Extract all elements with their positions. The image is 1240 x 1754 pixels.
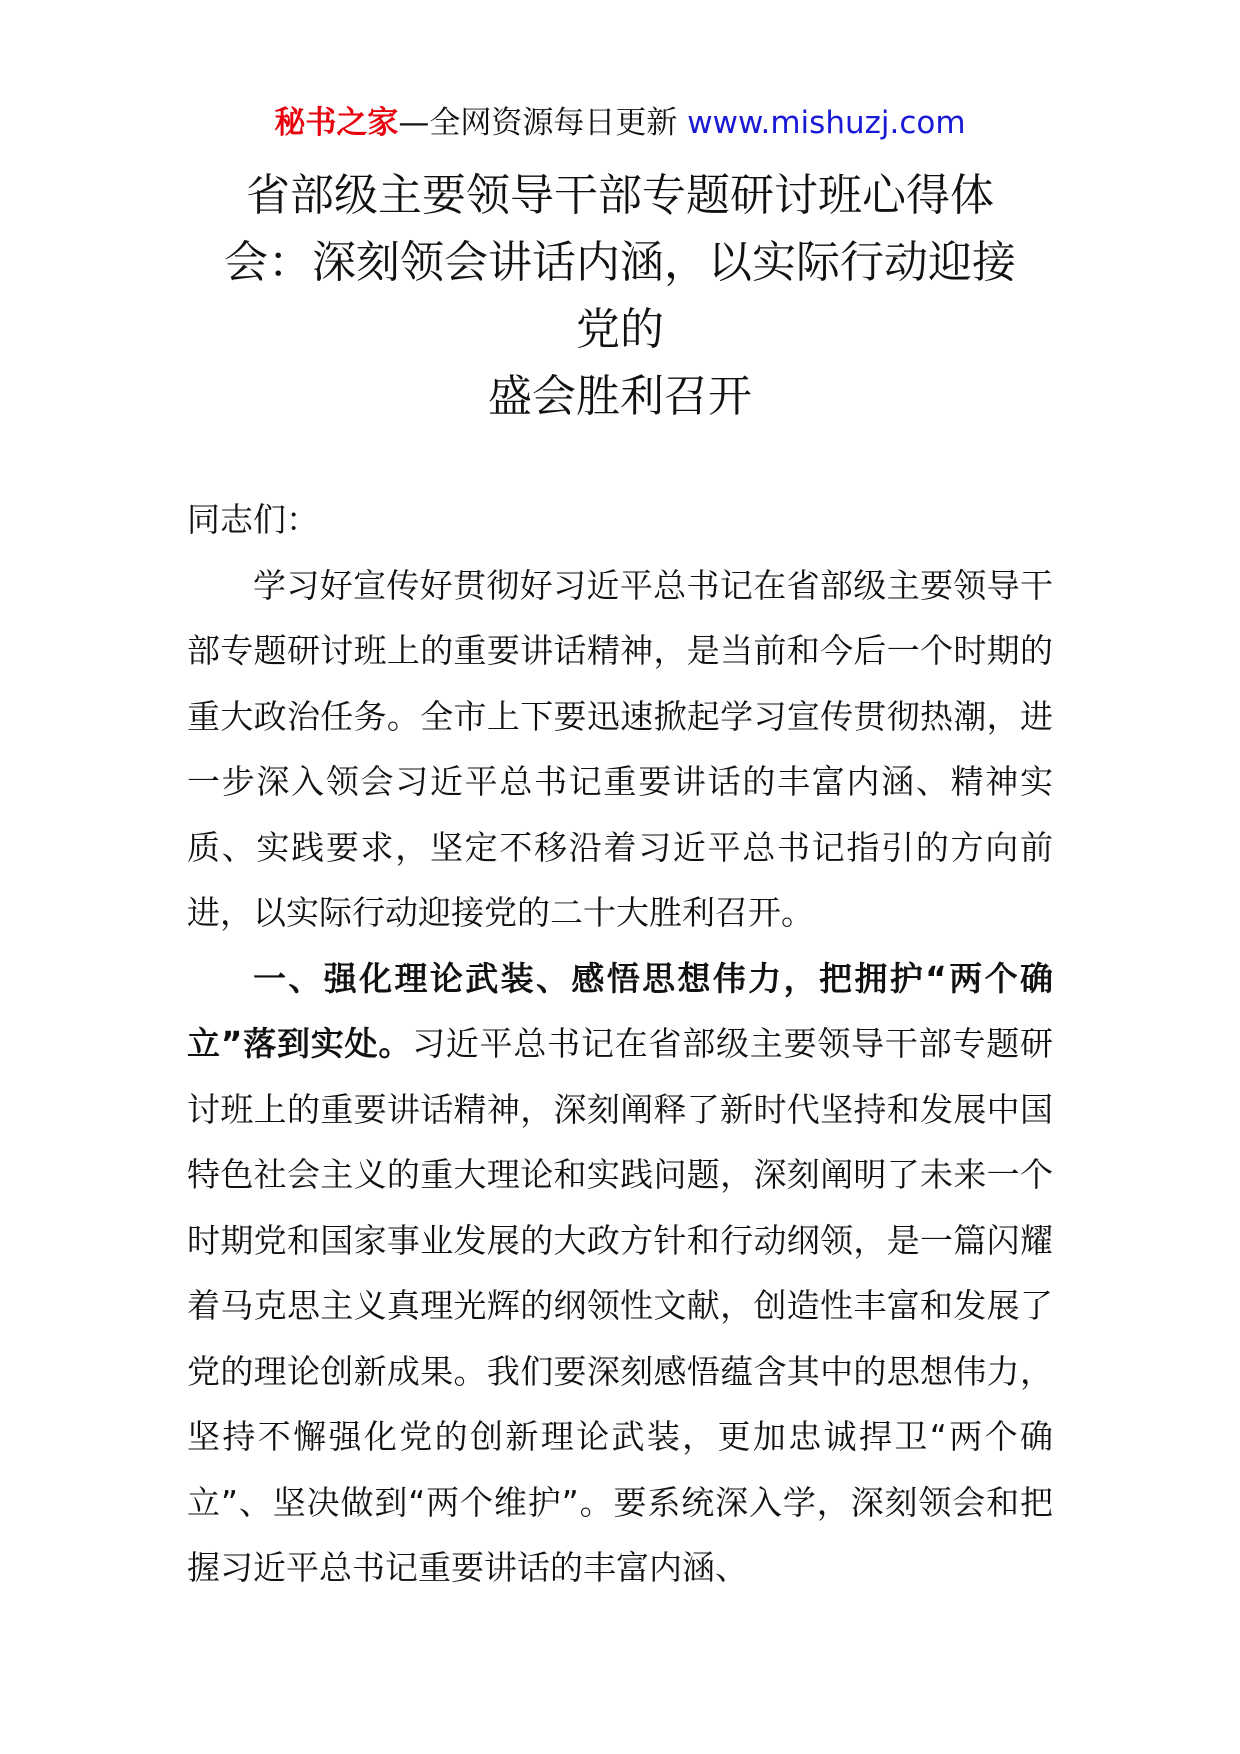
paragraph-intro — [187, 553, 1053, 946]
site-brand: 秘书之家 — [274, 105, 399, 141]
site-tagline: —全网资源每日更新 — [398, 105, 678, 141]
title-line: 省部级主要领导干部专题研讨班心得体 — [246, 170, 994, 221]
salutation: 同志们： — [187, 500, 319, 539]
document-title — [180, 162, 1060, 430]
title-line: 党的 — [576, 304, 664, 355]
section-heading: 一、强化理论武装、感悟思想伟力，把拥护“两个确立”落到实处。 — [187, 958, 1053, 1063]
title-line: 会：深刻领会讲话内涵，以实际行动迎接 — [224, 237, 1016, 288]
document-body — [187, 487, 1053, 1601]
paragraph-section-1 — [187, 946, 1053, 1601]
title-line: 盛会胜利召开 — [488, 371, 752, 422]
site-header — [0, 100, 1240, 146]
site-url-link[interactable]: www.mishuzj.com — [687, 105, 966, 141]
paragraph-text: 习近平总书记在省部级主要领导干部专题研讨班上的重要讲话精神，深刻阐释了新时代坚持和发展中国特色社会主义的重大理论和实践问题，深刻阐明了未来一个时期党和国家事业发展的大政方针和行动纲领，是一篇闪耀着马克思主义真理光辉的纲领性文献，创造性丰富和发展了党的理论创新成果。我们要深刻感悟蕴含其中的思想伟力，坚持不懈强化党的创新理论武装，更加忠诚捍卫“两个确立”、坚决做到“两个维护”。要系统深入学，深刻领会和把握习近平总书记重要讲话的丰富内涵、 — [187, 1024, 1053, 1587]
paragraph-text: 学习好宣传好贯彻好习近平总书记在省部级主要领导干部专题研讨班上的重要讲话精神，是当前和今后一个时期的重大政治任务。全市上下要迅速掀起学习宣传贯彻热潮，进一步深入领会习近平总书记重要讲话的丰富内涵、精神实质、实践要求，坚定不移沿着习近平总书记指引的方向前进，以实际行动迎接党的二十大胜利召开。 — [187, 565, 1053, 932]
